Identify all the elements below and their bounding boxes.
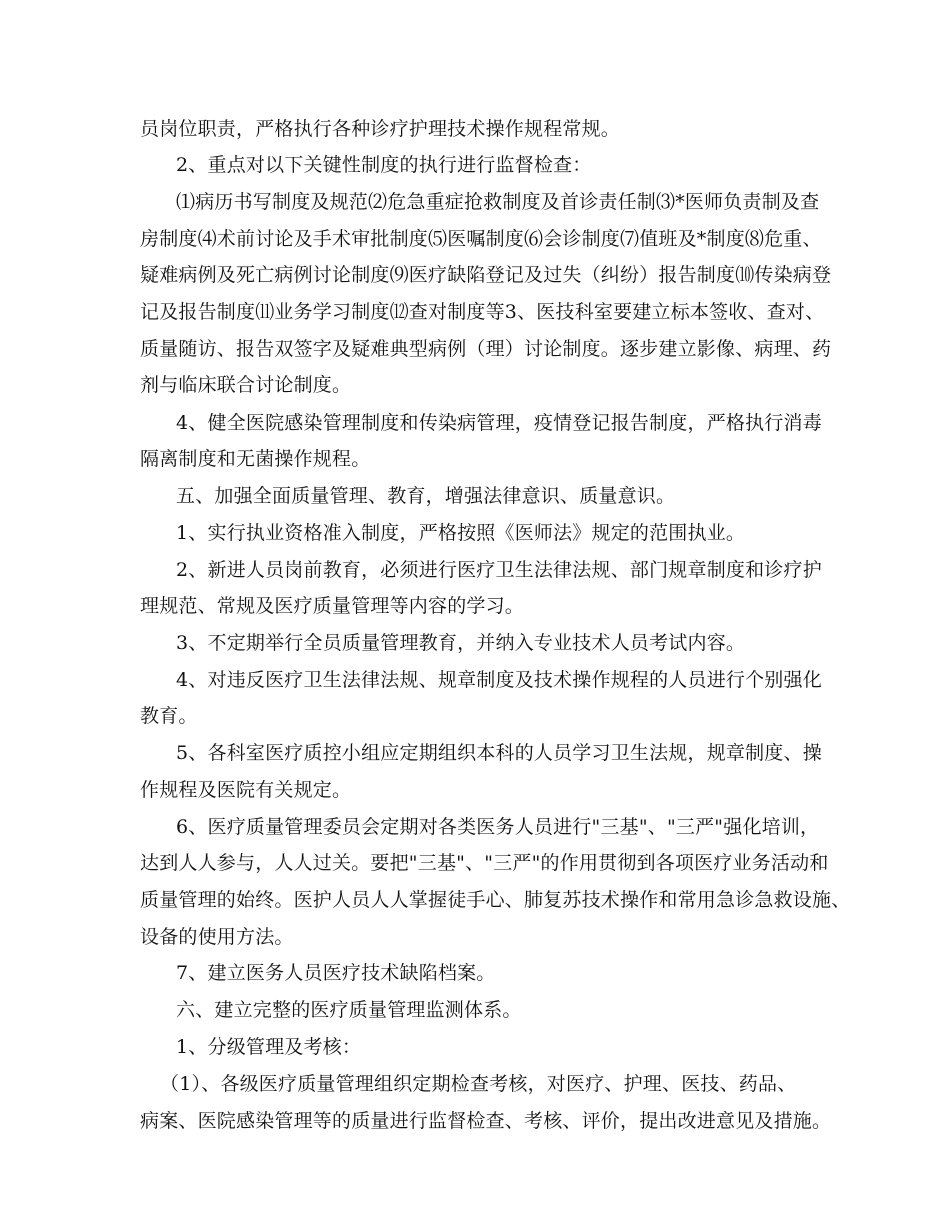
text-line: 6、医疗质量管理委员会定期对各类医务人员进行"三基"、"三严"强化培训， xyxy=(176,816,820,838)
text-line: 病案、医院感染管理等的质量进行监督检查、考核、评价，提出改进意见及措施。 xyxy=(140,1110,832,1132)
text-line: 4、健全医院感染管理制度和传染病管理，疫情登记报告制度，严格执行消毒 xyxy=(176,412,822,434)
text-line: 理规范、常规及医疗质量管理等内容的学习。 xyxy=(140,595,525,617)
text-line: 疑难病例及死亡病例讨论制度⑼医疗缺陷登记及过失（纠纷）报告制度⑽传染病登 xyxy=(140,264,832,286)
text-line: 设备的使用方法。 xyxy=(140,926,294,948)
text-line: 2、新进人员岗前教育，必须进行医疗卫生法律法规、部门规章制度和诊疗护 xyxy=(176,559,822,581)
text-line: 记及报告制度⑾业务学习制度⑿查对制度等3、医技科室要建立标本签收、查对、 xyxy=(140,301,825,323)
text-line: 剂与临床联合讨论制度。 xyxy=(140,374,352,396)
text-line: （1）、各级医疗质量管理组织定期检查考核，对医疗、护理、医技、药品、 xyxy=(160,1073,797,1095)
text-line: 隔离制度和无菌操作规程。 xyxy=(140,448,371,470)
text-line: 房制度⑷术前讨论及手术审批制度⑸医嘱制度⑹会诊制度⑺值班及*制度⑻危重、 xyxy=(140,228,822,250)
text-line: 教育。 xyxy=(140,705,198,727)
text-line: 作规程及医院有关规定。 xyxy=(140,779,352,801)
text-line: 质量管理的始终。医护人员人人掌握徒手心、肺复苏技术操作和常用急诊急救设施、 xyxy=(140,889,851,911)
text-line: 1、实行执业资格准入制度，严格按照《医师法》规定的范围执业。 xyxy=(176,522,746,544)
text-line: 五、加强全面质量管理、教育，增强法律意识、质量意识。 xyxy=(176,485,676,507)
text-line: 4、对违反医疗卫生法律法规、规章制度及技术操作规程的人员进行个别强化 xyxy=(176,669,822,691)
text-line: 5、各科室医疗质控小组应定期组织本科的人员学习卫生法规，规章制度、操 xyxy=(176,742,822,764)
text-line: 7、建立医务人员医疗技术缺陷档案。 xyxy=(176,962,496,984)
text-line: 3、不定期举行全员质量管理教育，并纳入专业技术人员考试内容。 xyxy=(176,632,746,654)
text-line: ⑴病历书写制度及规范⑵危急重症抢救制度及首诊责任制⑶*医师负责制及查 xyxy=(176,191,820,213)
text-line: 六、建立完整的医疗质量管理监测体系。 xyxy=(176,999,522,1021)
text-line: 员岗位职责，严格执行各种诊疗护理技术操作规程常规。 xyxy=(140,118,621,140)
text-line: 2、重点对以下关键性制度的执行进行监督检查： xyxy=(176,154,592,176)
text-line: 质量随访、报告双签字及疑难典型病例（理）讨论制度。逐步建立影像、病理、药 xyxy=(140,338,832,360)
text-line: 达到人人参与，人人过关。要把"三基"、"三严"的作用贯彻到各项医疗业务活动和 xyxy=(140,852,829,874)
text-line: 1、分级管理及考核： xyxy=(176,1036,362,1058)
